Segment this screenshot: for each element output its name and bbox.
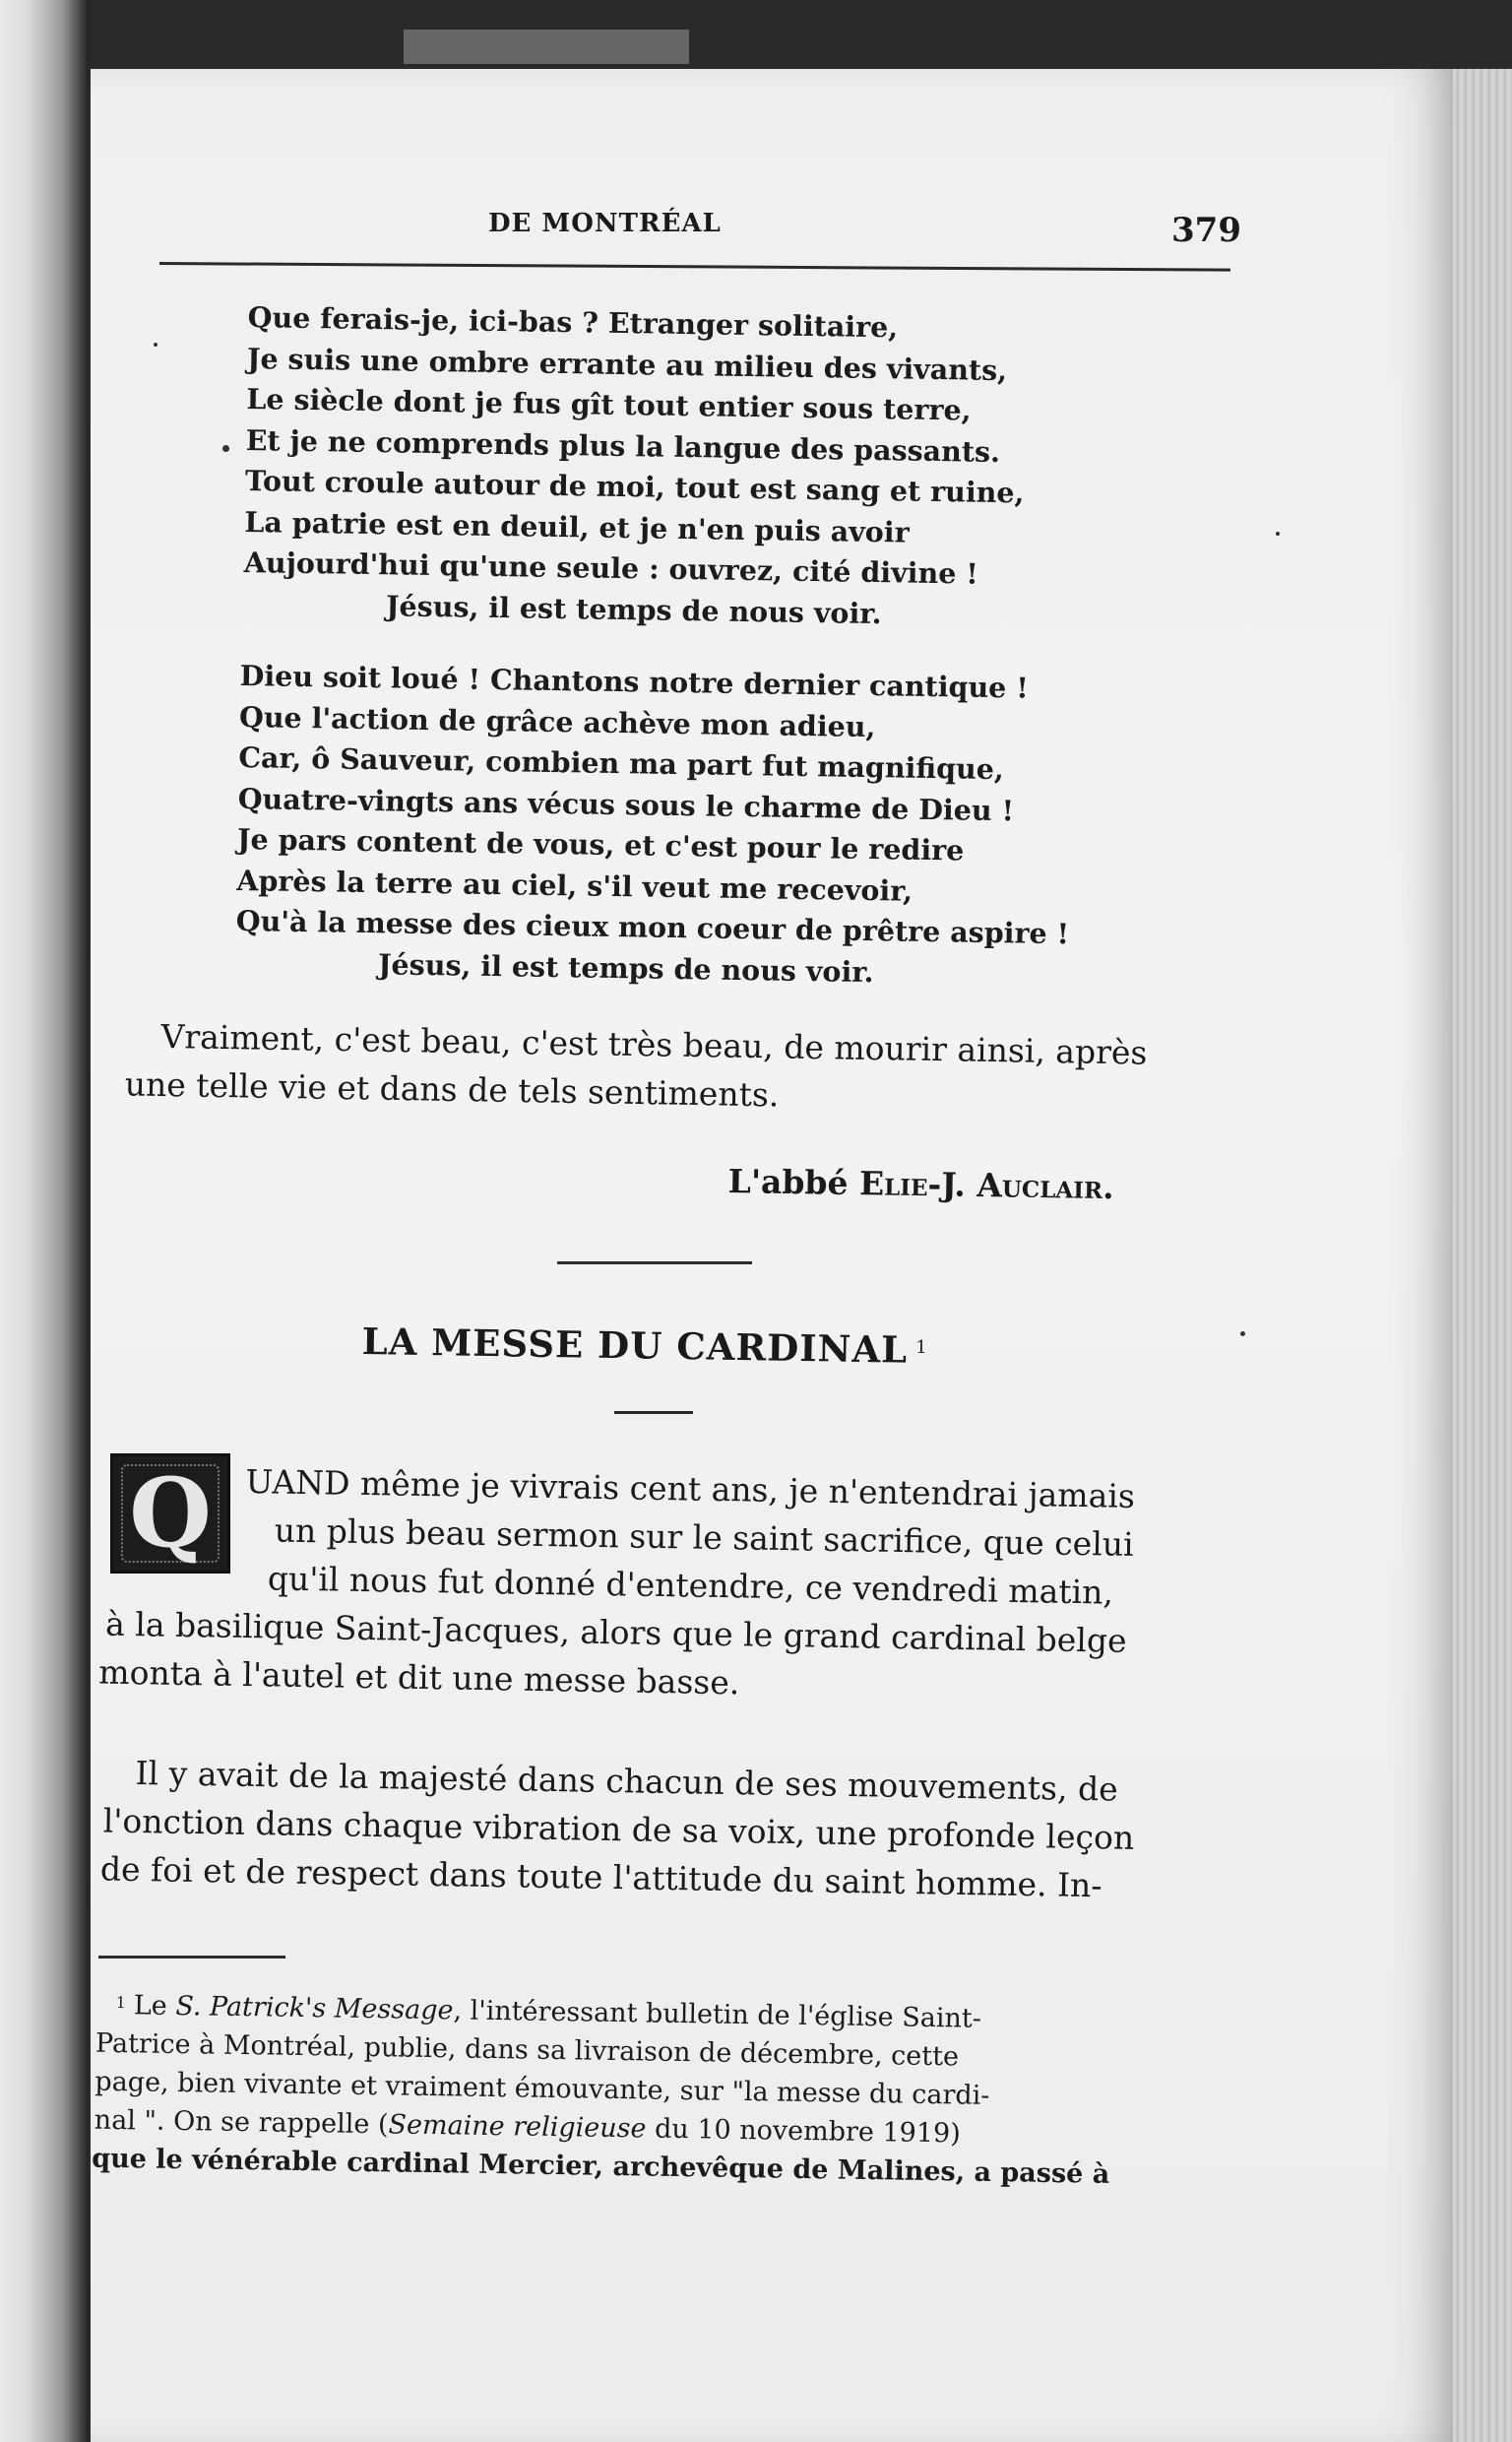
poem-line: Et je ne comprends plus la langue des passants. — [245, 422, 1001, 469]
footnote-publication: Semaine religieuse — [388, 2109, 647, 2145]
section-title — [361, 1319, 928, 1372]
poem-line: Dieu soit loué ! Chantons notre dernier cantique ! — [239, 658, 1030, 705]
poem-stanza-1 — [243, 297, 1232, 640]
footnote-line: page, bien vivante et vraiment émouvante, sur "la messe du cardi- — [94, 2066, 990, 2111]
section-divider — [557, 1261, 752, 1264]
prose-line: Il y avait de la majesté dans chacun de ses mouvements, de — [135, 1753, 1118, 1809]
poem-line: Je suis une ombre errante au milieu des vivants, — [246, 341, 1008, 387]
print-speck — [222, 445, 229, 452]
poem-line: Que l'action de grâce achève mon adieu, — [238, 699, 876, 743]
footnote — [91, 1983, 1199, 2195]
prose-line: UAND même je vivrais cent ans, je n'entendrai jamais — [245, 1461, 1136, 1515]
book-binding-shadow — [0, 0, 89, 2442]
poem-line: Quatre-vingts ans vécus sous le charme de Dieu ! — [237, 781, 1015, 827]
poem-line: Qu'à la messe des cieux mon coeur de prêtre aspire ! — [235, 903, 1070, 951]
footnote-marker: 1 — [115, 1992, 127, 2013]
print-speck — [1276, 532, 1280, 536]
footnote-rule — [98, 1956, 285, 1959]
poem-line: Tout croule autour de moi, tout est sang et ruine, — [244, 463, 1025, 510]
prose-line: qu'il nous fut donné d'entendre, ce vendredi matin, — [267, 1559, 1114, 1612]
scan-strip — [404, 30, 689, 64]
poem-line: Je pars content de vous, et c'est pour le redire — [236, 821, 965, 868]
print-speck — [154, 343, 158, 347]
print-speck — [1240, 1331, 1245, 1336]
prose-line: l'onction dans chaque vibration de sa voix, une profonde leçon — [102, 1801, 1135, 1857]
poem-line: Après la terre au ciel, s'il veut me recevoir, — [236, 863, 914, 908]
paragraph-2 — [99, 1749, 1228, 1911]
footnote-line: que le vénérable cardinal Mercier, archevêque de Malines, a passé à — [91, 2143, 1110, 2190]
poem-refrain: Jésus, il est temps de nous voir. — [377, 946, 874, 989]
prose-line: un plus beau sermon sur le saint sacrifice, que celui — [274, 1510, 1134, 1564]
footnote-ref: 1 — [915, 1336, 928, 1359]
poem-stanza-2 — [235, 656, 1225, 998]
author-signature — [727, 1162, 1114, 1206]
poem-refrain: Jésus, il est temps de nous voir. — [385, 588, 882, 630]
dropcap-ornament — [110, 1453, 230, 1574]
paragraph-1 — [98, 1457, 1339, 1716]
poem-line: Que ferais-je, ici-bas ? Etranger solitaire, — [247, 299, 899, 345]
prose-line: une telle vie et dans de tels sentiments. — [124, 1064, 780, 1115]
signature-prefix: L'abbé — [727, 1162, 860, 1203]
poem-line: Aujourd'hui qu'une seule : ouvrez, cité divine ! — [243, 545, 979, 591]
footnote-text: Le — [133, 1990, 176, 2022]
footnote-line: Patrice à Montréal, publie, dans sa livraison de décembre, cette — [94, 2027, 960, 2073]
prose-line: à la basilique Saint-Jacques, alors que le grand cardinal belge — [104, 1604, 1127, 1660]
section-title-text: LA MESSE DU CARDINAL — [361, 1319, 909, 1372]
footnote-text: du 10 novembre 1919) — [646, 2113, 961, 2150]
poem-line: La patrie est en deuil, et je n'en puis avoir — [244, 504, 910, 549]
footnote-text: , l'intéressant bulletin de l'église Saint- — [453, 1995, 982, 2034]
footnote-text: nal ". On se rappelle ( — [94, 2104, 389, 2141]
footnote-publication: S. Patrick's Message — [175, 1990, 454, 2026]
poem-line: Car, ô Sauveur, combien ma part fut magnifique, — [238, 739, 1005, 787]
page-number: 379 — [1171, 211, 1241, 250]
prose-line: de foi et de respect dans toute l'attitude du saint homme. In- — [99, 1849, 1102, 1905]
title-underline — [614, 1411, 693, 1414]
page-edges — [1453, 69, 1512, 2442]
closing-paragraph — [124, 1012, 1253, 1126]
prose-line: Vraiment, c'est beau, c'est très beau, de mourir ainsi, après — [160, 1016, 1148, 1072]
prose-line: monta à l'autel et dit une messe basse. — [98, 1652, 740, 1703]
signature-name: Elie-J. Auclair. — [858, 1164, 1114, 1207]
dropcap-letter: Q — [129, 1457, 212, 1569]
running-head: DE MONTRÉAL — [488, 209, 722, 238]
poem-line: Le siècle dont je fus gît tout entier sous terre, — [246, 381, 972, 427]
